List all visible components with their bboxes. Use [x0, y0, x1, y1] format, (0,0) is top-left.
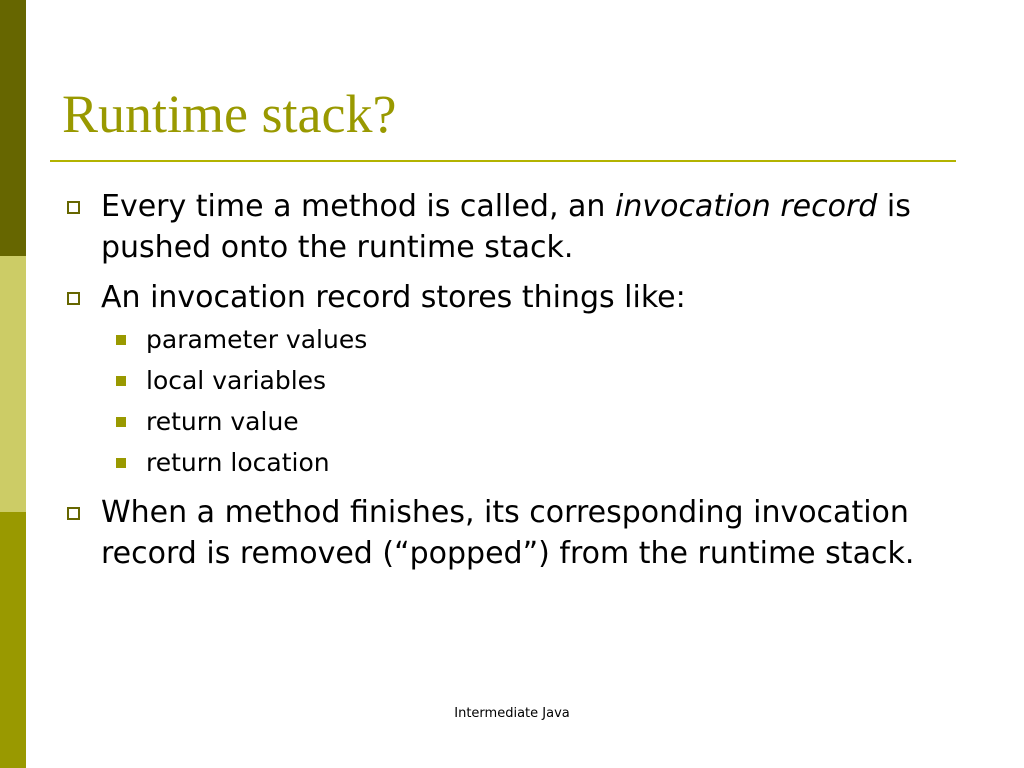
- sub-bullet-item: [60, 360, 980, 401]
- bullet-1-text-part-2: is pushed onto the runtime stack.: [101, 189, 911, 265]
- sub-bullet-text: return value: [146, 407, 299, 436]
- slide-title: Runtime stack?: [62, 84, 397, 144]
- side-bar-top-segment: [0, 0, 26, 256]
- bullet-1-emphasis-term: invocation record: [614, 189, 878, 224]
- sub-bullet-container: [60, 319, 980, 483]
- sub-bullet-list: [60, 319, 980, 483]
- bullet-item-3: [60, 492, 980, 574]
- bullet-list: [60, 186, 980, 583]
- hollow-square-bullet-icon: [67, 292, 80, 305]
- filled-square-bullet-icon: [116, 376, 126, 386]
- filled-square-bullet-icon: [116, 458, 126, 468]
- bullet-2-text: An invocation record stores things like:: [101, 280, 686, 315]
- hollow-square-bullet-icon: [67, 507, 80, 520]
- hollow-square-bullet-icon: [67, 201, 80, 214]
- bullet-item-2: [60, 277, 980, 318]
- slide-footer: Intermediate Java: [454, 706, 570, 721]
- side-bar-bottom-segment: [0, 512, 26, 768]
- sub-bullet-text: return location: [146, 448, 330, 477]
- sub-bullet-text: local variables: [146, 366, 327, 395]
- sub-bullet-item: [60, 319, 980, 360]
- bullet-1-text-part-1: Every time a method is called, an: [101, 189, 615, 224]
- sub-bullet-text: parameter values: [146, 325, 368, 354]
- bullet-3-text: When a method finishes, its corresponding invocation record is removed (“popped”) from the runtime stack.: [101, 495, 915, 571]
- title-underline-rule: [50, 160, 956, 162]
- bullet-item-1: [60, 186, 980, 268]
- filled-square-bullet-icon: [116, 335, 126, 345]
- side-accent-bar: [0, 0, 26, 768]
- filled-square-bullet-icon: [116, 417, 126, 427]
- sub-bullet-item: [60, 401, 980, 442]
- side-bar-middle-segment: [0, 256, 26, 512]
- sub-bullet-item: [60, 442, 980, 483]
